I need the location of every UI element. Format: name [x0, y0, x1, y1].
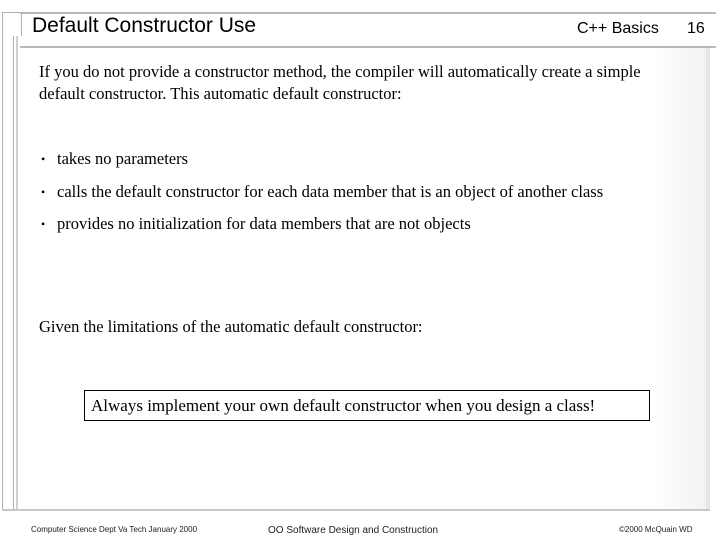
given-paragraph: Given the limitations of the automatic default constructor: — [39, 317, 423, 336]
course-name: C++ Basics — [577, 20, 659, 37]
title-rule — [20, 46, 716, 48]
bullet-item — [39, 213, 603, 246]
footer-copyright: ©2000 McQuain WD — [619, 525, 693, 534]
page-number: 16 — [687, 20, 705, 37]
bullet-marker: • — [41, 217, 46, 231]
right-shadow — [706, 48, 710, 510]
bullet-list — [39, 148, 603, 246]
bottom-rule — [2, 509, 710, 511]
callout-box: Always implement your own default constructor when you design a class! — [84, 390, 650, 421]
footer-course-title: OO Software Design and Construction — [268, 525, 439, 536]
bullet-text: provides no initialization for data members that are not objects — [57, 214, 471, 233]
slide-title: Default Constructor Use — [32, 14, 257, 37]
footer-department: Computer Science Dept Va Tech January 2000 — [31, 525, 198, 534]
bullet-text: takes no parameters — [57, 149, 189, 168]
bullet-text: calls the default constructor for each data member that is an object of another class — [57, 181, 604, 201]
content-panel — [28, 48, 708, 510]
left-frame-bar-inner — [16, 36, 26, 510]
left-frame-bar — [2, 36, 14, 510]
bullet-marker: • — [41, 184, 46, 199]
intro-paragraph: If you do not provide a constructor method, the compiler will automatically create a simple default constructor. This automatic default constructor: — [39, 62, 641, 103]
frame-corner — [2, 12, 22, 36]
bullet-marker: • — [41, 152, 46, 166]
bullet-item — [39, 181, 603, 214]
bullet-item — [39, 148, 603, 181]
